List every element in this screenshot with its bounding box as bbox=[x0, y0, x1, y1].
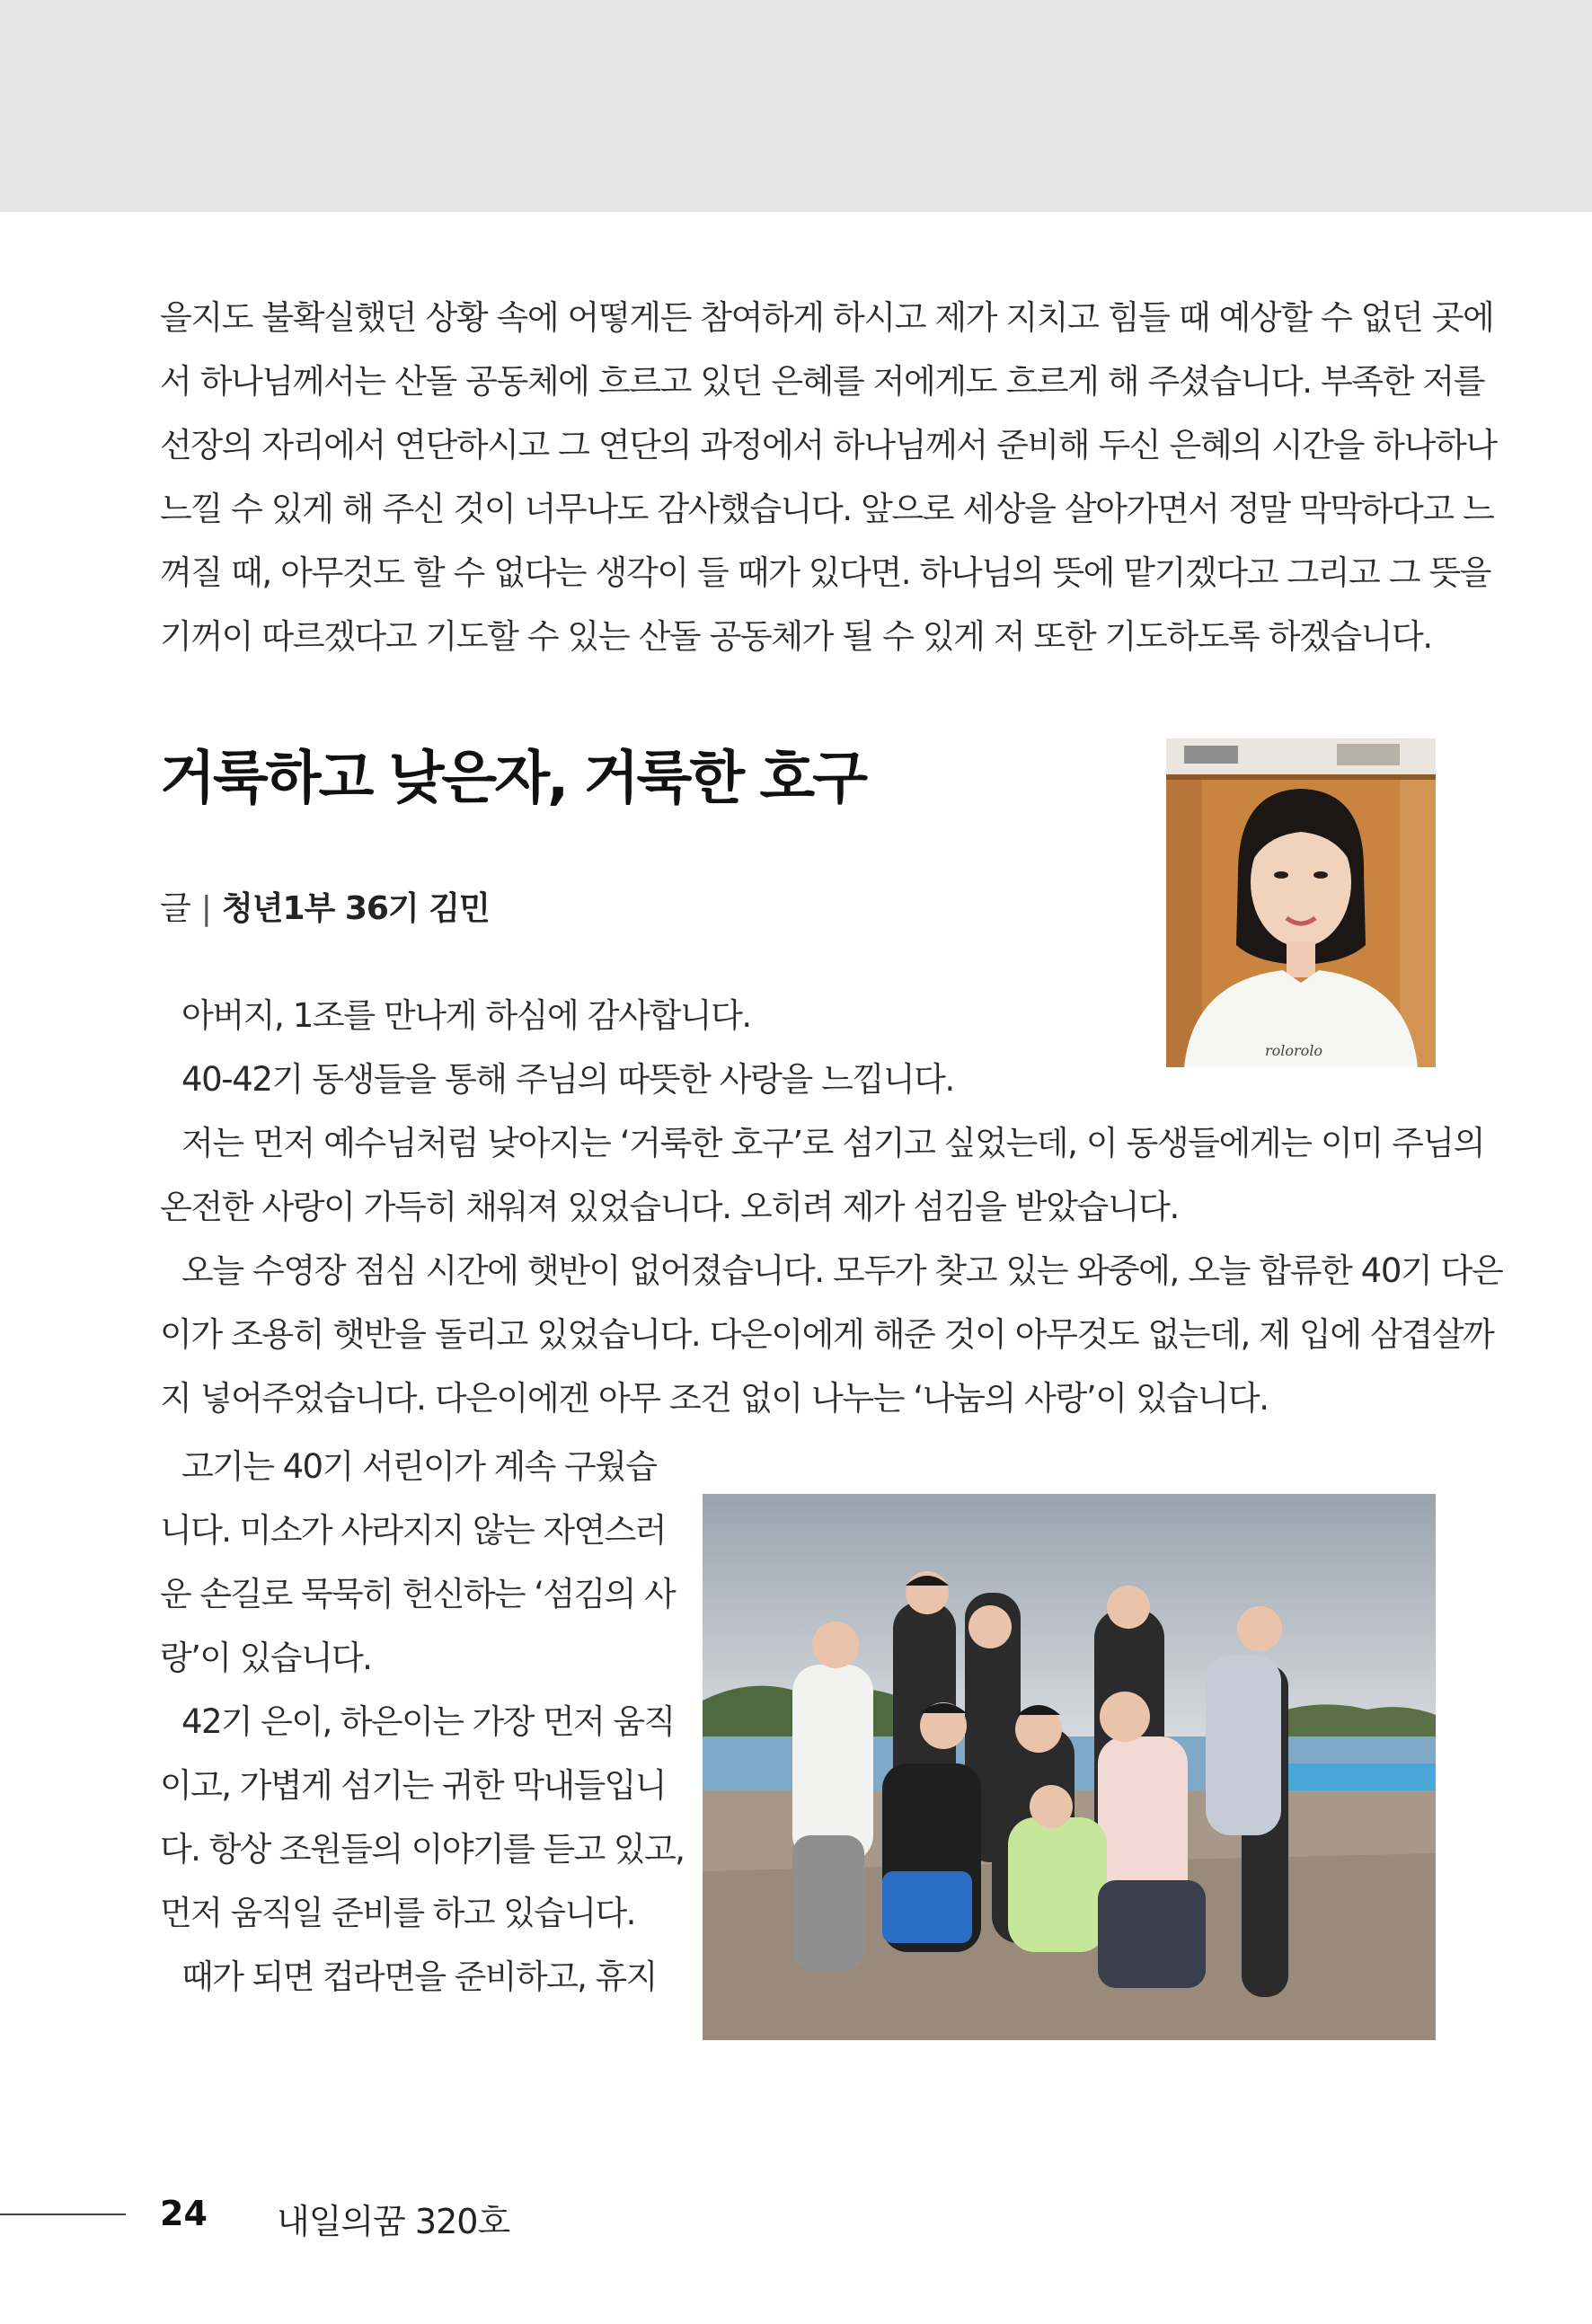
intro-line: 껴질 때, 아무것도 할 수 없다는 생각이 들 때가 있다면. 하나님의 뜻에 맡기겠다고 그리고 그 뜻을 bbox=[160, 553, 1491, 592]
byline-separator: | bbox=[200, 890, 211, 927]
column-line: 운 손길로 묵묵히 헌신하는 ‘섬김의 사 bbox=[160, 1575, 676, 1613]
shirt-logo: rolorolo bbox=[1265, 1042, 1323, 1059]
page-number: 24 bbox=[160, 2194, 208, 2233]
body-line: 오늘 수영장 점심 시간에 햇반이 없어졌습니다. 모두가 찾고 있는 와중에, 오늘 합류한 40기 다은 bbox=[181, 1251, 1503, 1290]
body-line: 지 넣어주었습니다. 다은이에겐 아무 조건 없이 나누는 ‘나눔의 사랑’이 있습니다. bbox=[160, 1379, 1269, 1418]
intro-line: 기꺼이 따르겠다고 기도할 수 있는 산돌 공동체가 될 수 있게 저 또한 기도하도록 하겠습니다. bbox=[160, 617, 1432, 656]
column-line: 이고, 가볍게 섬기는 귀한 막내들입니 bbox=[160, 1766, 666, 1805]
body-paragraphs bbox=[160, 984, 1503, 1430]
body-line: 저는 먼저 예수님처럼 낮아지는 ‘거룩한 호구’로 섬기고 싶었는데, 이 동생들에게는 이미 주님의 bbox=[181, 1124, 1485, 1162]
column-line: 고기는 40기 서린이가 계속 구웠습 bbox=[181, 1447, 657, 1486]
column-line: 먼저 움직일 준비를 하고 있습니다. bbox=[160, 1894, 635, 1932]
magazine-issue: 내일의꿈 320호 bbox=[277, 2202, 510, 2241]
column-line: 랑’이 있습니다. bbox=[160, 1639, 372, 1677]
author-name: 청년1부 36기 김민 bbox=[221, 890, 490, 927]
byline-prefix: 글 bbox=[160, 890, 190, 927]
column-line: 42기 은이, 하은이는 가장 먼저 움직 bbox=[181, 1702, 675, 1741]
group-photo bbox=[703, 1494, 1436, 2040]
left-column-text bbox=[160, 1435, 685, 2009]
top-header-band bbox=[0, 0, 1592, 212]
column-line: 때가 되면 컵라면을 준비하고, 휴지 bbox=[181, 1957, 657, 1996]
intro-line: 선장의 자리에서 연단하시고 그 연단의 과정에서 하나님께서 준비해 두신 은혜의 시간을 하나하나 bbox=[160, 426, 1497, 464]
body-line: 이가 조용히 햇반을 돌리고 있었습니다. 다은이에게 해준 것이 아무것도 없는데, 제 입에 삼겹살까 bbox=[160, 1315, 1494, 1354]
column-line: 니다. 미소가 사라지지 않는 자연스러 bbox=[160, 1511, 666, 1550]
footer-rule bbox=[0, 2214, 126, 2215]
intro-paragraph bbox=[160, 286, 1497, 668]
body-line: 40-42기 동생들을 통해 주님의 따뜻한 사랑을 느낍니다. bbox=[181, 1060, 954, 1099]
intro-line: 을지도 불확실했던 상황 속에 어떻게든 참여하게 하시고 제가 지치고 힘들 때 예상할 수 없던 곳에 bbox=[160, 298, 1494, 337]
body-line: 온전한 사랑이 가득히 채워져 있었습니다. 오히려 제가 섬김을 받았습니다. bbox=[160, 1188, 1179, 1226]
article-title: 거룩하고 낮은자, 거룩한 호구 bbox=[160, 746, 866, 812]
intro-line: 서 하나님께서는 산돌 공동체에 흐르고 있던 은혜를 저에게도 흐르게 해 주셨습니다. 부족한 저를 bbox=[160, 362, 1485, 401]
body-line: 아버지, 1조를 만나게 하심에 감사합니다. bbox=[181, 996, 751, 1035]
intro-line: 느낄 수 있게 해 주신 것이 너무나도 감사했습니다. 앞으로 세상을 살아가면서 정말 막막하다고 느 bbox=[160, 490, 1494, 528]
byline bbox=[160, 883, 490, 929]
group-photo-illustration bbox=[703, 1494, 1436, 2040]
column-line: 다. 항상 조원들의 이야기를 듣고 있고, bbox=[160, 1830, 685, 1869]
